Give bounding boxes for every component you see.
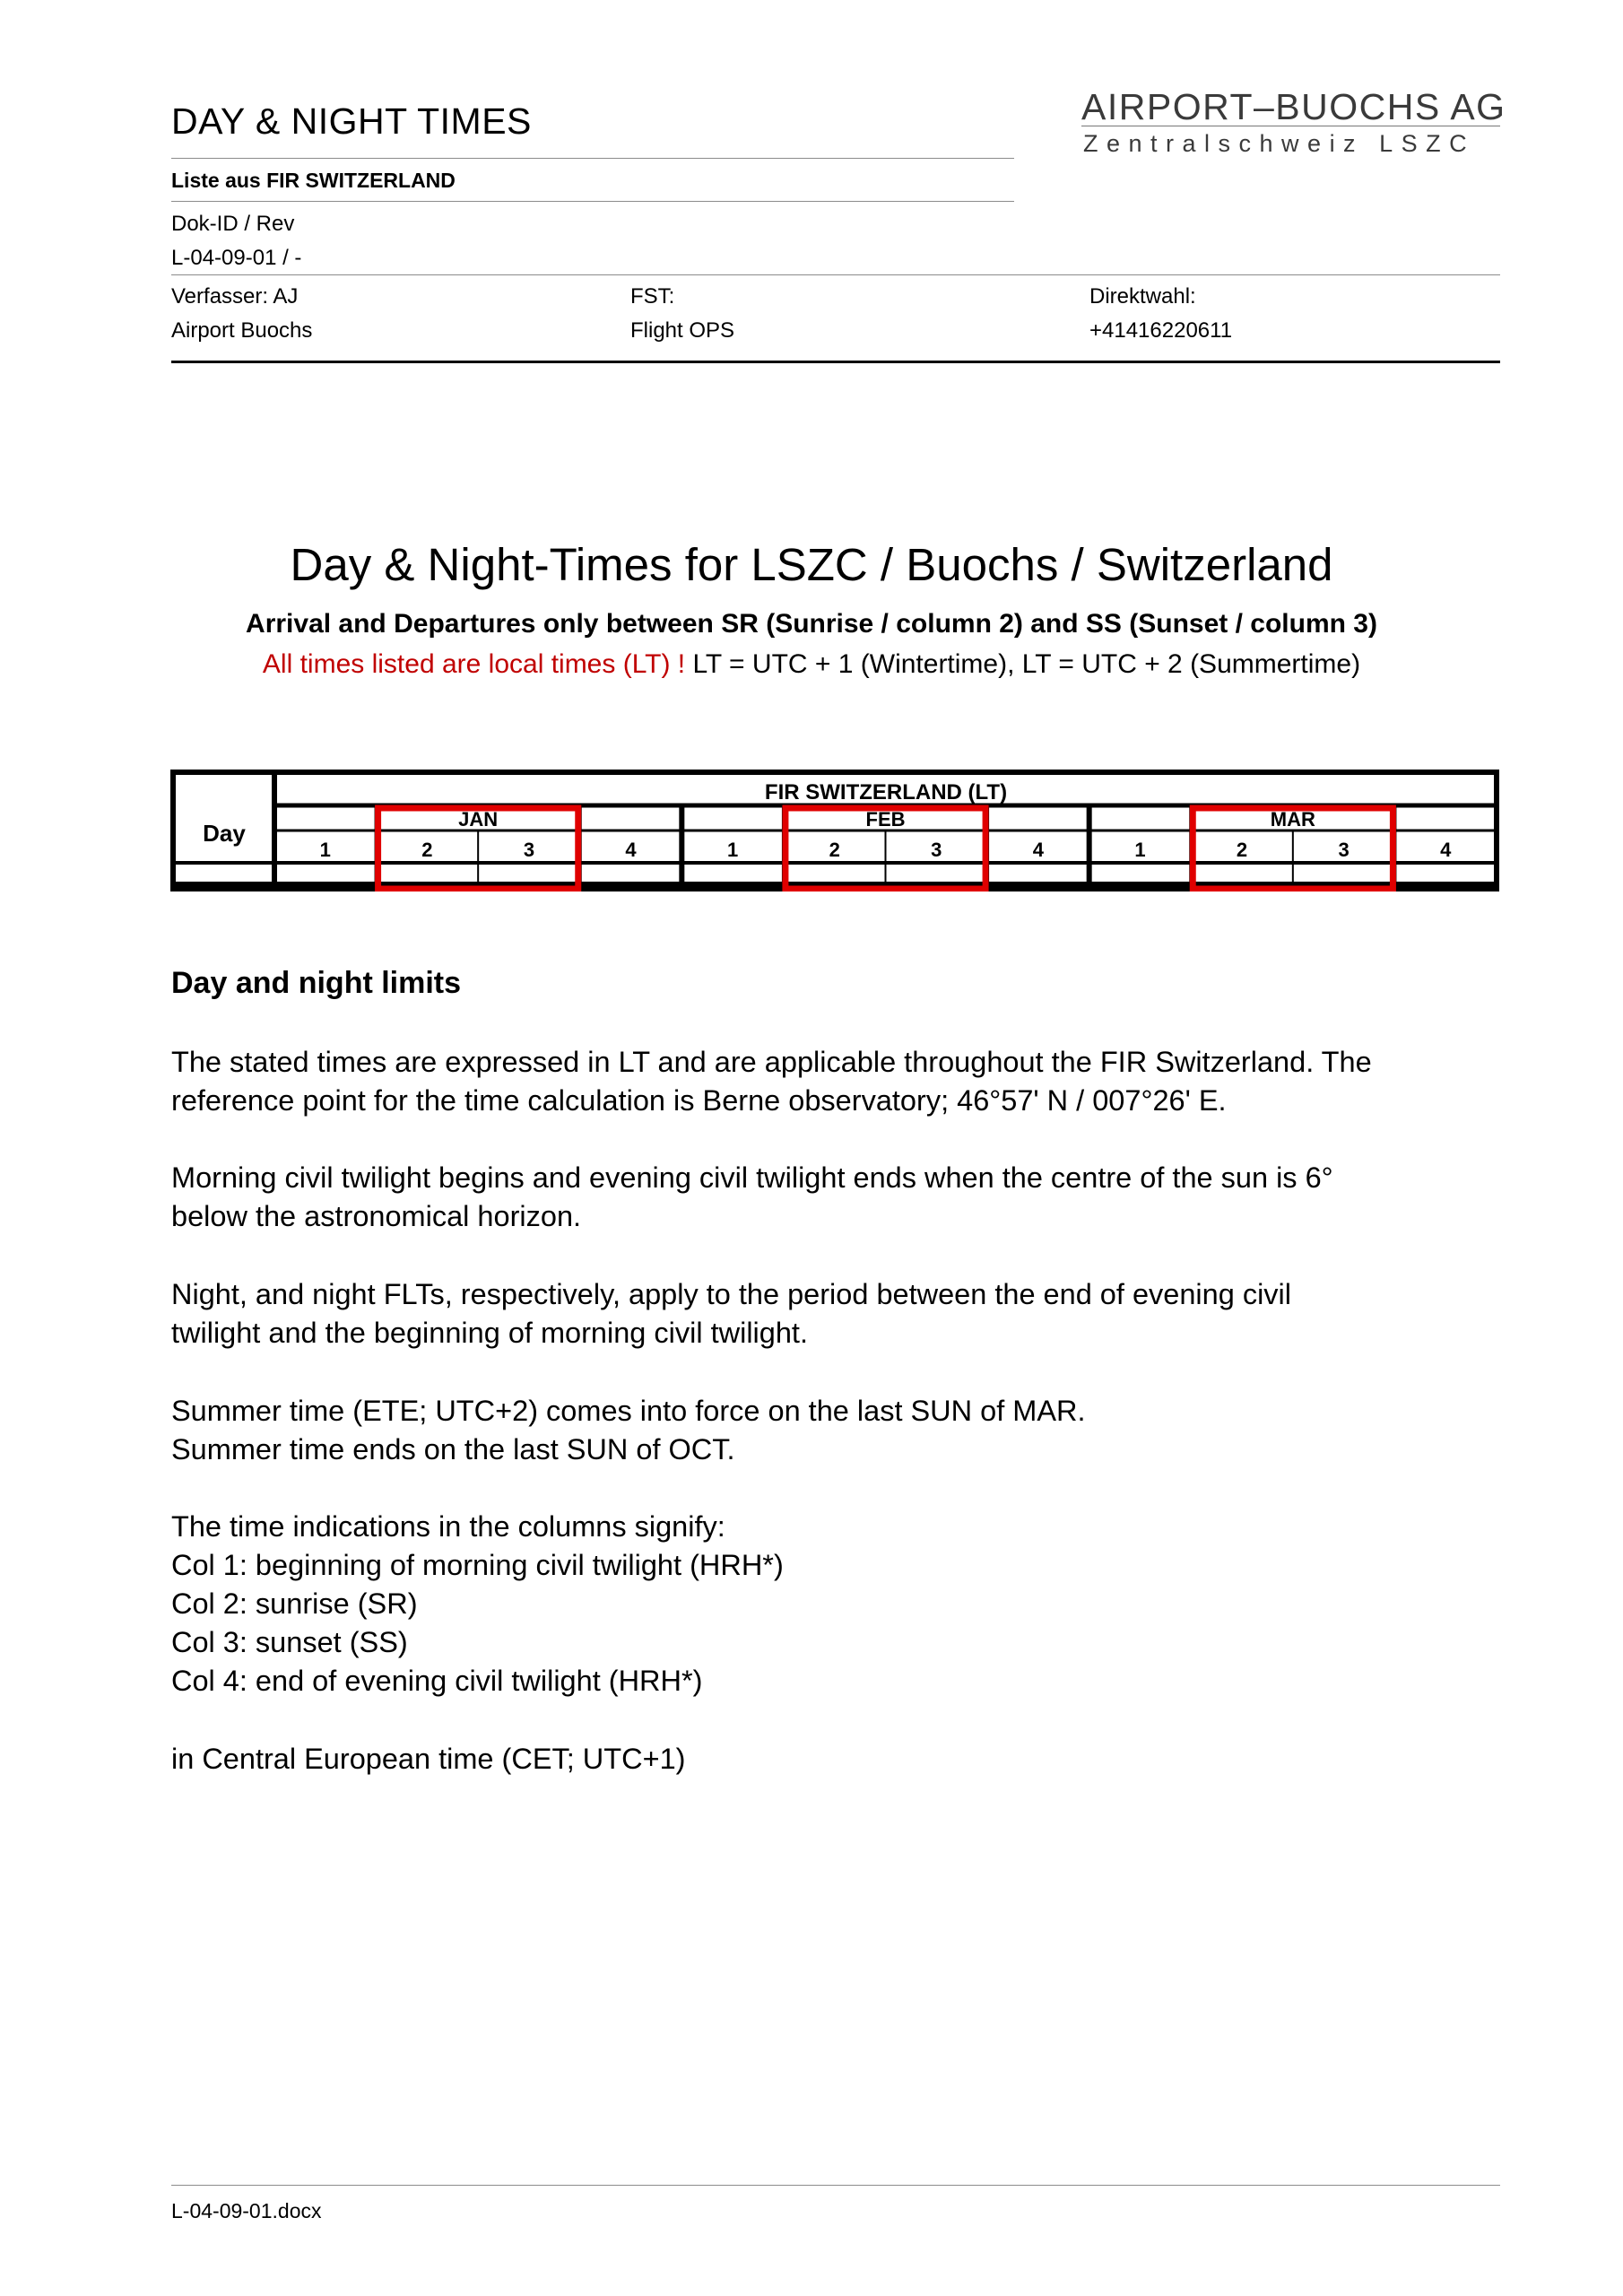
direct-dial-value: +41416220611 xyxy=(1089,318,1233,343)
author-label: Verfasser: AJ xyxy=(171,284,299,309)
paragraph-6-line-1: in Central European time (CET; UTC+1) xyxy=(171,1743,686,1775)
page-heading: Day & Night-Times for LSZC / Buochs / Switzerland xyxy=(290,539,1333,590)
paragraph-4-line-2: Summer time ends on the last SUN of OCT. xyxy=(171,1433,735,1465)
paragraph-5-line-3: Col 2: sunrise (SR) xyxy=(171,1587,418,1620)
paragraph-1 xyxy=(171,1043,1516,1120)
doc-id-label: Dok-ID / Rev xyxy=(171,212,295,236)
paragraph-2 xyxy=(171,1159,1516,1236)
paragraph-2-line-2: below the astronomical horizon. xyxy=(171,1200,582,1232)
section-title: Day and night limits xyxy=(171,966,462,1000)
paragraph-3-line-1: Night, and night FLTs, respectively, apply to the period between the end of evening civil xyxy=(171,1278,1291,1310)
fst-value: Flight OPS xyxy=(630,318,735,343)
month-label-jan: JAN xyxy=(458,808,499,831)
day-night-table xyxy=(170,770,1499,891)
paragraph-3-line-2: twilight and the beginning of morning civil twilight. xyxy=(171,1317,808,1349)
footer-divider xyxy=(171,2185,1500,2186)
fst-label: FST: xyxy=(630,284,675,309)
column-number: 3 xyxy=(931,839,942,861)
paragraph-4 xyxy=(171,1392,1516,1469)
header-divider-2 xyxy=(171,201,1014,202)
document-title: DAY & NIGHT TIMES xyxy=(171,100,532,142)
column-number: 1 xyxy=(319,839,331,861)
paragraph-5-line-5: Col 4: end of evening civil twilight (HRH*) xyxy=(171,1665,703,1697)
time-note-black: LT = UTC + 1 (Wintertime), LT = UTC + 2 (Summertime) xyxy=(685,649,1361,679)
page-subheading: Arrival and Departures only between SR (Sunrise / column 2) and SS (Sunset / column 3) xyxy=(246,609,1377,639)
header-divider-3 xyxy=(171,274,1500,275)
month-label-feb: FEB xyxy=(865,808,906,831)
column-number: 3 xyxy=(1338,839,1350,861)
column-number: 2 xyxy=(829,839,840,861)
document-subtitle: Liste aus FIR SWITZERLAND xyxy=(171,169,456,192)
paragraph-2-line-1: Morning civil twilight begins and evening civil twilight ends when the centre of the sun is 6° xyxy=(171,1161,1333,1194)
column-number: 1 xyxy=(1134,839,1146,861)
footer-filename: L-04-09-01.docx xyxy=(171,2199,322,2222)
paragraph-1-line-2: reference point for the time calculation is Berne observatory; 46°57' N / 007°26' E. xyxy=(171,1084,1227,1117)
month-label-mar: MAR xyxy=(1270,808,1315,831)
paragraph-4-line-1: Summer time (ETE; UTC+2) comes into force on the last SUN of MAR. xyxy=(171,1395,1086,1427)
direct-dial-label: Direktwahl: xyxy=(1089,284,1196,309)
column-number: 4 xyxy=(625,839,637,861)
column-number: 1 xyxy=(727,839,739,861)
column-number: 4 xyxy=(1440,839,1452,861)
paragraph-5-line-2: Col 1: beginning of morning civil twilight (HRH*) xyxy=(171,1549,784,1581)
column-number: 2 xyxy=(421,839,433,861)
column-number: 3 xyxy=(523,839,535,861)
paragraph-6 xyxy=(171,1740,1516,1779)
company-logo-name: AIRPORT–BUOCHS AG xyxy=(1081,86,1506,127)
time-note xyxy=(0,649,1623,680)
time-note-red: All times listed are local times (LT) ! xyxy=(262,649,686,679)
table-title: FIR SWITZERLAND (LT) xyxy=(764,780,1008,804)
column-number: 4 xyxy=(1032,839,1044,861)
header-bottom-rule xyxy=(171,361,1500,363)
author-value: Airport Buochs xyxy=(171,318,313,343)
paragraph-5-line-1: The time indications in the columns signify: xyxy=(171,1510,725,1543)
header-divider-1 xyxy=(171,158,1014,159)
day-label: Day xyxy=(203,820,246,847)
paragraph-5 xyxy=(171,1508,1516,1700)
doc-id-value: L-04-09-01 / - xyxy=(171,246,302,270)
column-number: 2 xyxy=(1236,839,1248,861)
company-logo-subtitle: Zentralschweiz LSZC xyxy=(1083,130,1476,157)
paragraph-3 xyxy=(171,1275,1516,1352)
paragraph-5-line-4: Col 3: sunset (SS) xyxy=(171,1626,408,1658)
paragraph-1-line-1: The stated times are expressed in LT and are applicable throughout the FIR Switzerland. The xyxy=(171,1046,1372,1078)
